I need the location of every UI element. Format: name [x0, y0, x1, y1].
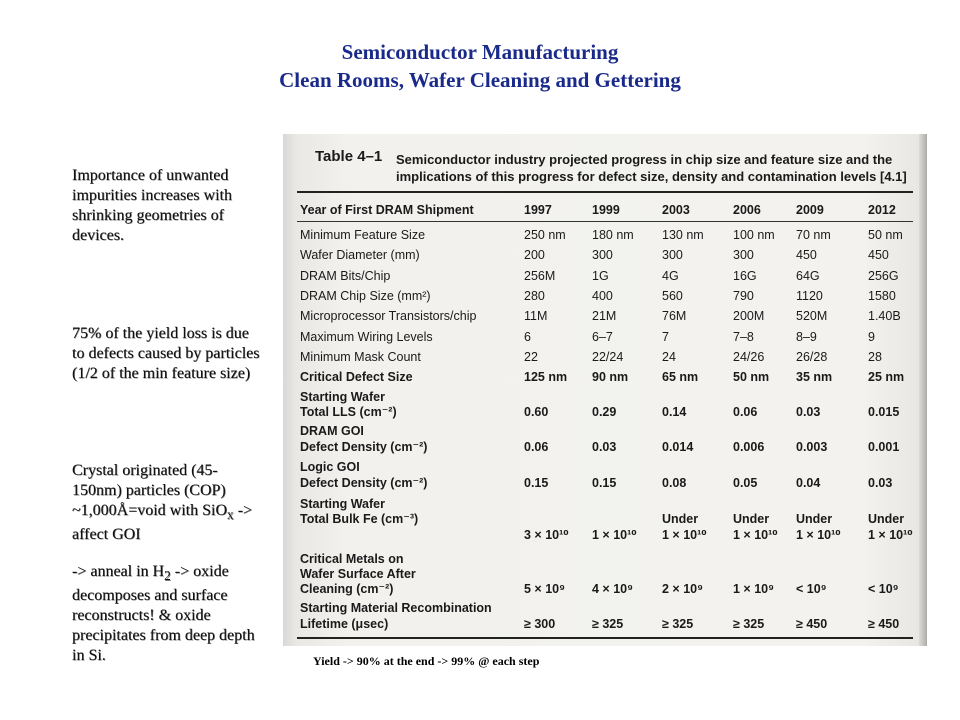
cop-text: Crystal originated (45-150nm) particles (COP) ~1,000Å=void with SiO: [72, 462, 228, 519]
cell: 100 nm: [733, 228, 775, 242]
cell-label: Wafer Surface After: [300, 567, 416, 581]
cell: 28: [868, 349, 882, 364]
cell: 50 nm: [733, 370, 770, 384]
cell: 8–9: [796, 329, 817, 344]
cell: 1580: [868, 288, 896, 303]
title-line-1: Semiconductor Manufacturing: [341, 40, 619, 64]
cell: 22/24: [592, 349, 624, 364]
cell: 1 × 10¹⁰: [592, 528, 637, 542]
cell: 0.15: [592, 476, 617, 490]
cell: 200: [524, 248, 545, 263]
cell-label: Total Bulk Fe (cm⁻³): [300, 512, 419, 526]
header-year: 2009: [796, 203, 824, 217]
cell-label: Starting Wafer: [300, 497, 385, 511]
cell: 1 × 10¹⁰: [868, 528, 913, 542]
cell: 0.006: [733, 440, 765, 454]
cell-label: Lifetime (μsec): [300, 617, 389, 631]
cell: 0.08: [662, 476, 687, 490]
cell: 25 nm: [868, 370, 905, 384]
cell: 1 × 10¹⁰: [733, 528, 778, 542]
cell-label: DRAM GOI: [300, 424, 364, 438]
cell: 2 × 10⁹: [662, 582, 704, 596]
cell: ≥ 450: [796, 617, 828, 631]
cell: < 10⁹: [868, 582, 899, 596]
cell: 1120: [796, 288, 823, 303]
cell: 24: [662, 349, 676, 364]
cell: 400: [592, 288, 613, 303]
paragraph-anneal: [72, 562, 262, 666]
cell: 0.06: [733, 405, 758, 419]
cell: 16G: [733, 268, 757, 283]
cell: 1.40B: [868, 309, 901, 324]
cell: ≥ 450: [868, 617, 900, 631]
cell-label: Total LLS (cm⁻²): [300, 405, 397, 419]
cell-label: DRAM Chip Size (mm²): [300, 288, 431, 303]
cell: 35 nm: [796, 370, 833, 384]
cell: 5 × 10⁹: [524, 582, 566, 596]
cell: ≥ 325: [592, 617, 624, 631]
cell: 90 nm: [592, 370, 629, 384]
anneal-subscript: 2: [164, 568, 171, 584]
cell: 0.06: [524, 440, 549, 454]
cell-label: Defect Density (cm⁻²): [300, 440, 428, 454]
paragraph-yield-loss: 75% of the yield loss is due to defects caused by particles (1/2 of the min feature size): [72, 325, 260, 382]
cell: 520M: [796, 309, 828, 324]
cell: 76M: [662, 309, 687, 324]
cell: 0.03: [868, 476, 893, 490]
cell: 65 nm: [662, 370, 699, 384]
cell: 7: [662, 329, 669, 344]
cell-label: Cleaning (cm⁻²): [300, 582, 394, 596]
cell: 280: [524, 288, 545, 303]
cell: 6–7: [592, 329, 613, 344]
slide-title: [0, 38, 960, 94]
cell: 1 × 10¹⁰: [796, 528, 841, 542]
cell: 1 × 10¹⁰: [662, 528, 707, 542]
cell: 0.29: [592, 405, 617, 419]
cell: ≥ 325: [662, 617, 694, 631]
table-bottom-rule: [297, 637, 913, 639]
cell: 0.04: [796, 476, 821, 490]
header-year: 1997: [524, 203, 552, 217]
cell: Under: [796, 512, 833, 526]
cell: 256M: [524, 268, 556, 283]
cell: Under: [662, 512, 699, 526]
cell: 256G: [868, 268, 899, 283]
cell: 0.001: [868, 440, 900, 454]
cell: 560: [662, 288, 683, 303]
cell-label: Logic GOI: [300, 460, 360, 474]
cell: 0.60: [524, 405, 549, 419]
paragraph-impurities: Importance of unwanted impurities increases with shrinking geometries of devices.: [72, 167, 232, 244]
cell: 1G: [592, 268, 609, 283]
cell: 64G: [796, 268, 820, 283]
cell: < 10⁹: [796, 582, 827, 596]
cell: 11M: [524, 309, 548, 324]
cell: Under: [868, 512, 905, 526]
cell: 7–8: [733, 329, 754, 344]
cell: 6: [524, 329, 531, 344]
table-top-rule: [297, 191, 913, 193]
cell: 300: [733, 248, 754, 263]
cell: 4G: [662, 268, 679, 283]
cell: 450: [868, 248, 889, 263]
cell: 250 nm: [524, 228, 566, 242]
table-caption: Semiconductor industry projected progress in chip size and feature size and the implications of this progress for defect size, density and contamination levels [4.1]: [396, 152, 907, 184]
cell: 0.03: [592, 440, 617, 454]
cell-label: Minimum Feature Size: [300, 228, 426, 242]
cell: 300: [662, 248, 683, 263]
table-header-rule: [297, 221, 913, 222]
cell: 1 × 10⁹: [733, 582, 775, 596]
cell: 26/28: [796, 349, 828, 364]
anneal-text: -> anneal in H: [72, 563, 165, 580]
cell-label: Maximum Wiring Levels: [300, 329, 433, 344]
cell: 70 nm: [796, 228, 831, 242]
table-scan-image: [283, 134, 927, 646]
cell: 450: [796, 248, 817, 263]
cell: 0.05: [733, 476, 758, 490]
cell-label: Minimum Mask Count: [300, 349, 421, 364]
cell-label: Defect Density (cm⁻²): [300, 476, 428, 490]
cop-text-end: -> affect GOI: [72, 502, 253, 544]
paragraph-cop: [72, 461, 262, 545]
cell: 0.14: [662, 405, 687, 419]
table-label: Table 4–1: [315, 148, 383, 165]
header-year: 2003: [662, 203, 690, 217]
cell: 50 nm: [868, 228, 903, 242]
cell: 3 × 10¹⁰: [524, 528, 569, 542]
cell: Under: [733, 512, 770, 526]
cell-label: Critical Metals on: [300, 552, 404, 566]
cell-label: Starting Material Recombination: [300, 601, 492, 615]
cell: 790: [733, 288, 754, 303]
cell: 200M: [733, 309, 765, 324]
header-label: Year of First DRAM Shipment: [300, 203, 474, 217]
anneal-text-end: -> oxide decomposes and surface reconstructs! & oxide precipitates from deep depth in Si.: [72, 563, 255, 665]
cell: 0.015: [868, 405, 900, 419]
page-edge-shadow: [919, 134, 927, 646]
cop-subscript: x: [227, 507, 234, 523]
cell: 300: [592, 248, 613, 263]
cell: 9: [868, 329, 875, 344]
cell-label: Wafer Diameter (mm): [300, 248, 420, 263]
yield-caption: Yield -> 90% at the end -> 99% @ each step: [313, 654, 540, 668]
cell: ≥ 300: [524, 617, 556, 631]
cell: 0.15: [524, 476, 549, 490]
cell: 22: [524, 349, 538, 364]
title-line-2: Clean Rooms, Wafer Cleaning and Gettering: [279, 68, 681, 92]
cell: 130 nm: [662, 228, 704, 242]
header-year: 1999: [592, 203, 620, 217]
cell: 24/26: [733, 349, 765, 364]
cell: ≥ 325: [733, 617, 765, 631]
cell: 4 × 10⁹: [592, 582, 634, 596]
header-year: 2012: [868, 203, 896, 217]
cell-label: Microprocessor Transistors/chip: [300, 309, 477, 324]
header-year: 2006: [733, 203, 761, 217]
cell-label: Starting Wafer: [300, 390, 385, 404]
cell: 180 nm: [592, 228, 634, 242]
cell: 0.03: [796, 405, 821, 419]
cell: 0.003: [796, 440, 828, 454]
cell: 0.014: [662, 440, 694, 454]
cell-label: DRAM Bits/Chip: [300, 268, 391, 283]
cell: 21M: [592, 309, 617, 324]
cell-label: Critical Defect Size: [300, 370, 413, 384]
cell: 125 nm: [524, 370, 568, 384]
